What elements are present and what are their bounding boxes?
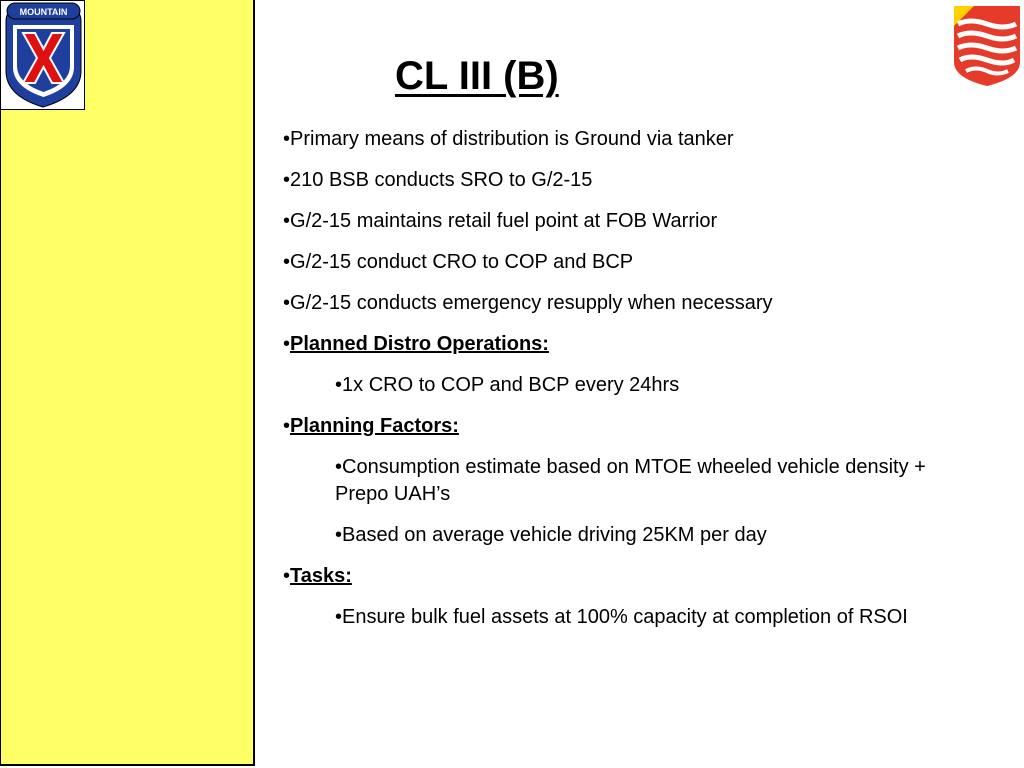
bullet-2 xyxy=(283,167,592,194)
bullet-marker: • xyxy=(335,456,343,478)
unit-crest-logo xyxy=(950,2,1024,90)
bullet-1 xyxy=(283,126,734,153)
bullet-text: 210 BSB conducts SRO to G/2-15 xyxy=(290,169,593,191)
bullet-text: G/2-15 conduct CRO to COP and BCP xyxy=(290,251,634,273)
bullet-text: Ensure bulk fuel assets at 100% capacity at completion of RSOI xyxy=(342,606,908,628)
bullet-text: Based on average vehicle driving 25KM per day xyxy=(342,524,767,546)
bullet-marker: • xyxy=(283,210,291,232)
bullet-text: G/2-15 conducts emergency resupply when necessary xyxy=(290,292,773,314)
bullet-marker: • xyxy=(335,606,343,628)
mountain-division-badge-icon xyxy=(1,1,86,111)
bullet-6-heading xyxy=(283,331,549,358)
mountain-tab-text: MOUNTAIN xyxy=(19,7,68,17)
bullet-8-heading xyxy=(283,413,459,440)
sub-bullet-bulk-fuel xyxy=(335,604,935,631)
bullet-text: Primary means of distribution is Ground via tanker xyxy=(290,128,734,150)
bullet-text: 1x CRO to COP and BCP every 24hrs xyxy=(342,374,680,396)
bullet-3 xyxy=(283,208,717,235)
sub-bullet-planned-distro xyxy=(335,372,679,399)
bullet-marker: • xyxy=(283,565,291,587)
bullet-marker: • xyxy=(283,415,291,437)
sub-bullet-consumption xyxy=(335,454,935,508)
bullet-4 xyxy=(283,249,633,276)
bullet-marker: • xyxy=(283,251,291,273)
section-heading-planning-factors: Planning Factors: xyxy=(290,415,459,437)
unit-crest-icon xyxy=(950,2,1024,90)
slide-title: CL III (B) xyxy=(395,54,559,98)
bullet-11-heading xyxy=(283,563,352,590)
sub-bullet-driving xyxy=(335,522,767,549)
bullet-text: G/2-15 maintains retail fuel point at FOB Warrior xyxy=(290,210,718,232)
bullet-marker: • xyxy=(335,374,343,396)
section-heading-planned-distro: Planned Distro Operations: xyxy=(290,333,549,355)
bullet-marker: • xyxy=(283,128,291,150)
bullet-marker: • xyxy=(335,524,343,546)
bullet-marker: • xyxy=(283,169,291,191)
bullet-marker: • xyxy=(283,333,291,355)
bullet-5 xyxy=(283,290,773,317)
bullet-text: Consumption estimate based on MTOE wheeled vehicle density + Prepo UAH’s xyxy=(335,456,926,505)
left-yellow-panel xyxy=(0,0,255,766)
section-heading-tasks: Tasks: xyxy=(290,565,352,587)
mountain-division-logo xyxy=(0,0,85,110)
bullet-marker: • xyxy=(283,292,291,314)
